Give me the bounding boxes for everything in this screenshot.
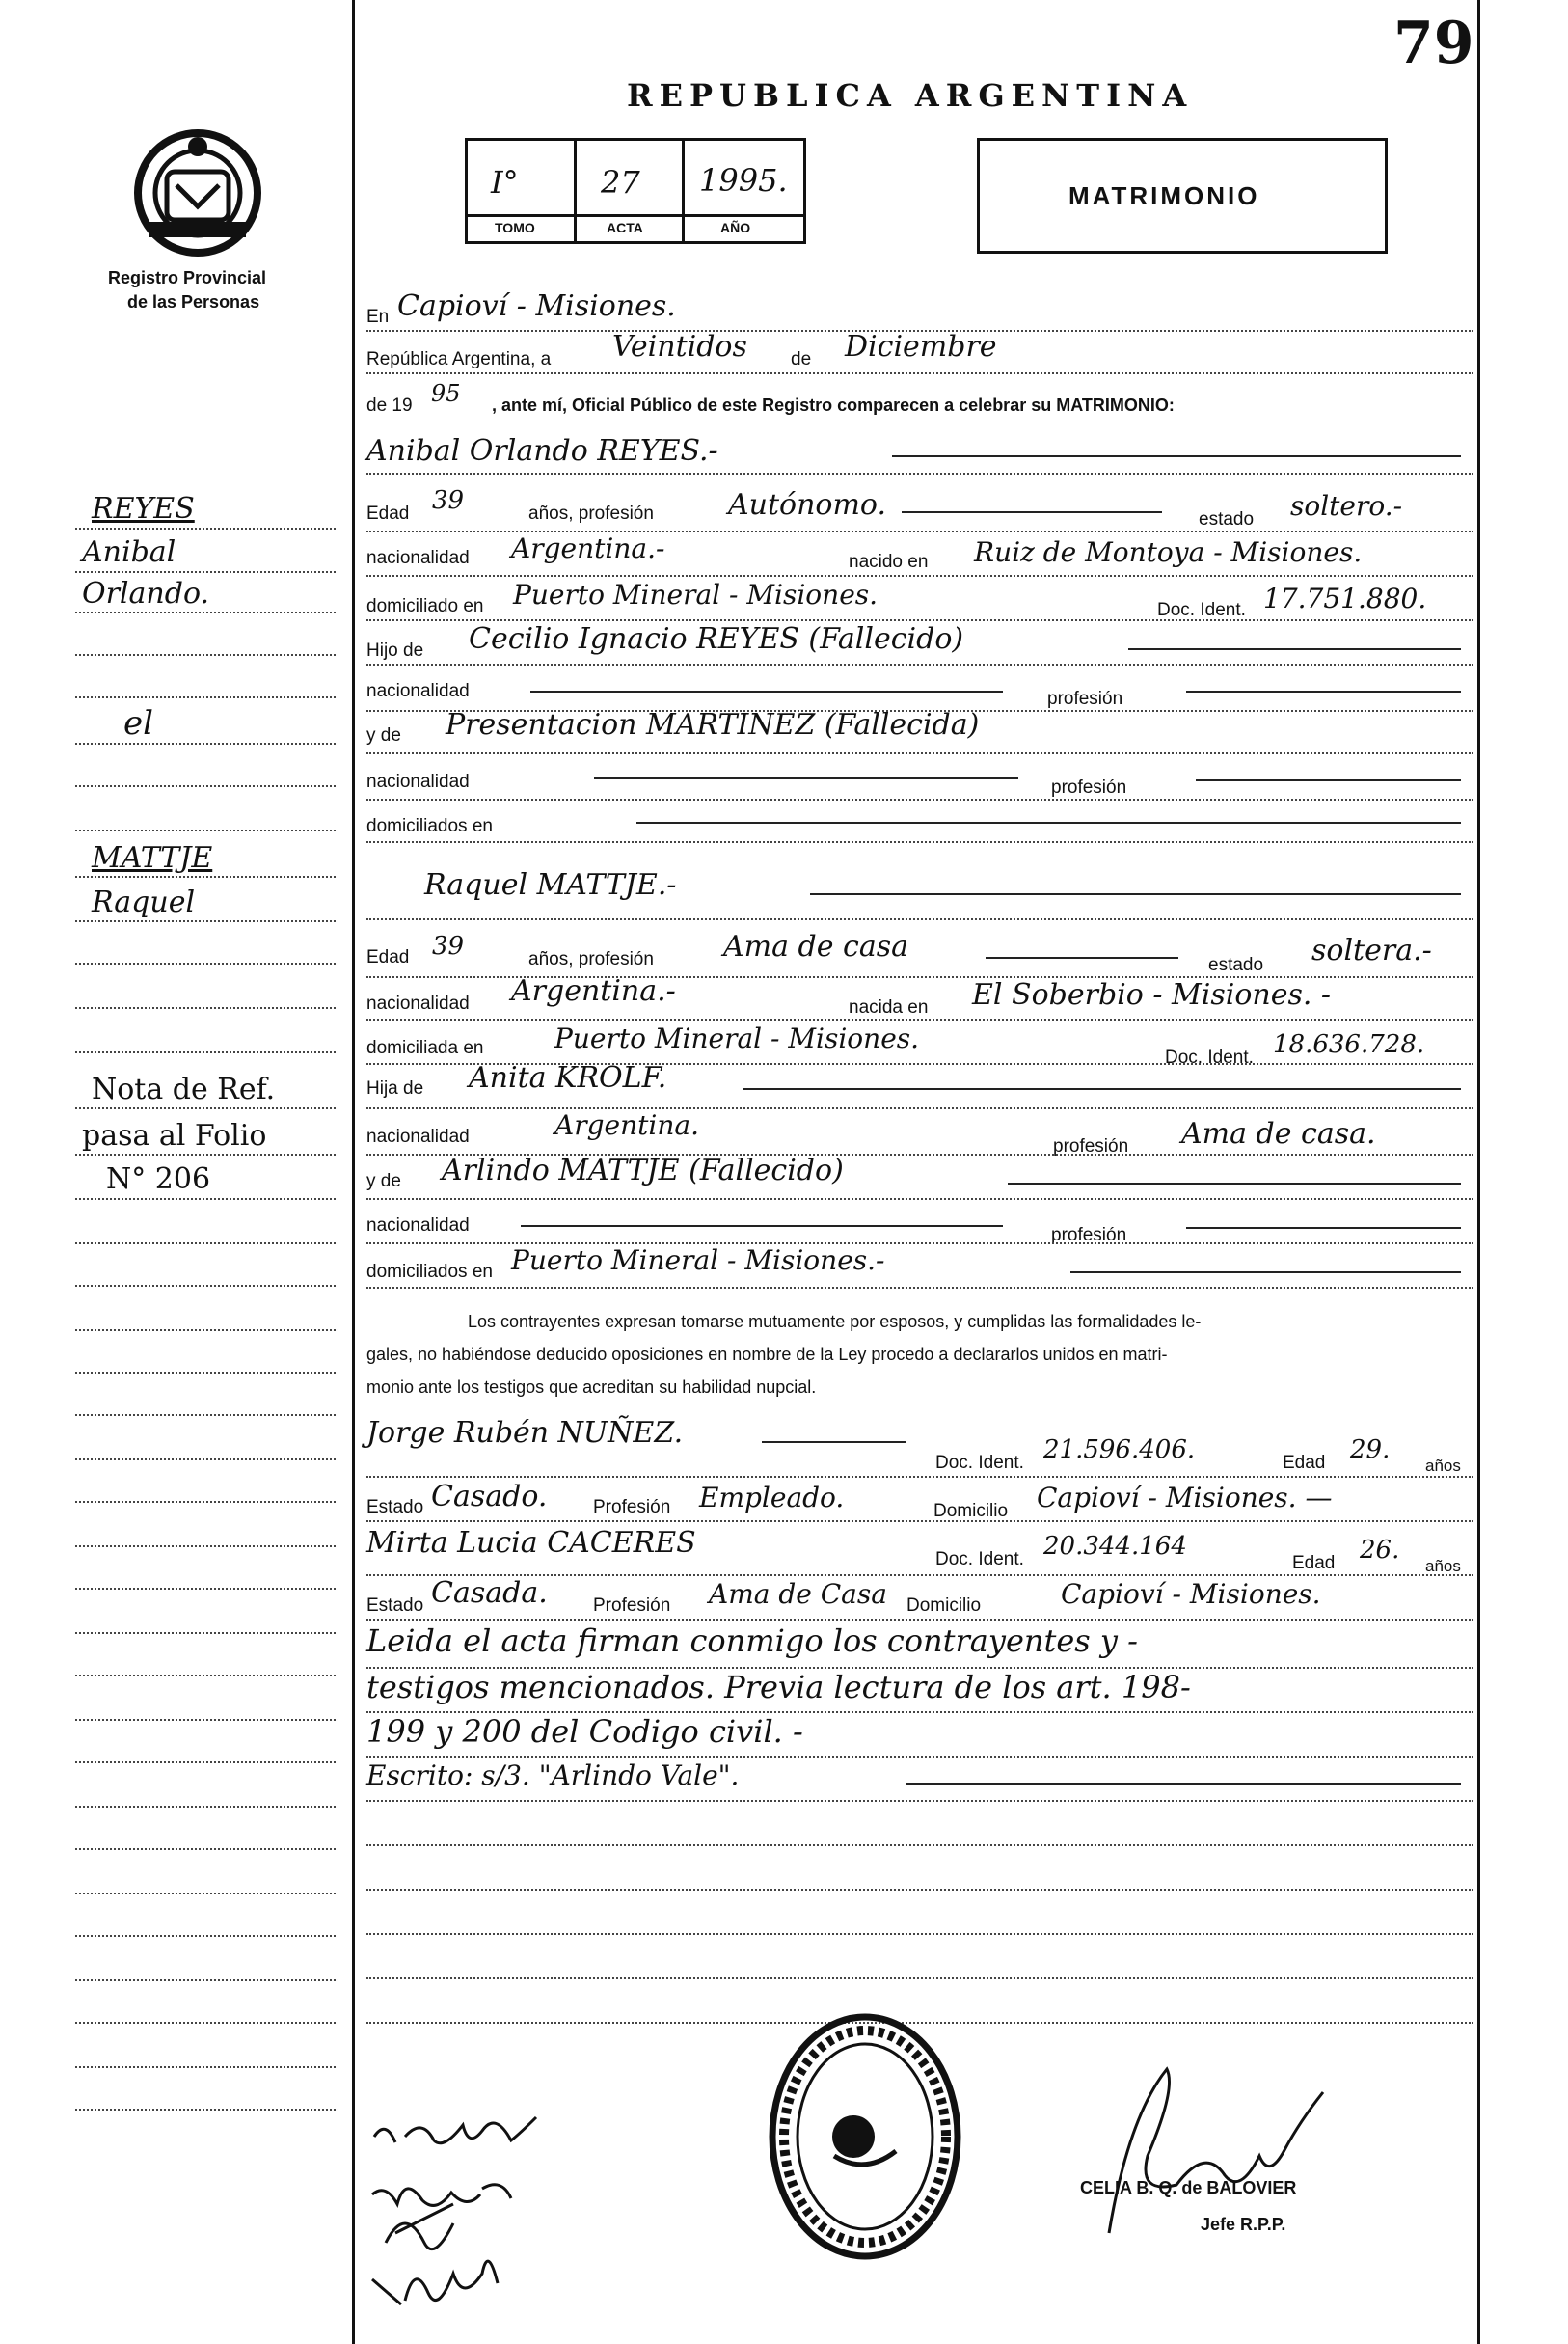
witness2-age: 26. — [1360, 1536, 1400, 1565]
bride-parents-domicile: Puerto Mineral - Misiones.- — [511, 1244, 885, 1276]
bride-nationality: Argentina.- — [511, 974, 676, 1008]
closing-line2: testigos mencionados. Previa lectura de los art. 198- — [366, 1669, 1191, 1705]
groom-nationality: Argentina.- — [511, 532, 665, 564]
bride-yde-label: y de — [366, 1171, 401, 1191]
witness2-domicile: Capioví - Misiones. — [1061, 1578, 1321, 1610]
bride-nacida-label: nacida en — [849, 997, 929, 1018]
bride-mother-profession: Ama de casa. — [1181, 1117, 1376, 1151]
groom-nacido-label: nacido en — [849, 552, 929, 572]
margin-bride-name: Raquel — [92, 886, 196, 919]
registry-crest-icon — [130, 125, 265, 260]
ano-value: 1995. — [699, 162, 788, 199]
groom-age: 39 — [432, 486, 465, 515]
witness2-dom-label: Domicilio — [906, 1595, 982, 1616]
year-value: 95 — [431, 380, 461, 407]
closing-line4: Escrito: s/3. "Arlindo Vale". — [366, 1759, 740, 1791]
tomo-value: I° — [491, 164, 519, 201]
declaration-line1: Los contrayentes expresan tomarse mutuamente por esposos, y cumplidas las formalidades le- — [468, 1312, 1202, 1331]
bride-hija-label: Hija de — [366, 1078, 424, 1099]
right-border — [1477, 0, 1480, 2344]
witness2-estado-label: Estado — [366, 1595, 424, 1616]
witness2-profession: Ama de Casa — [709, 1578, 887, 1610]
place-value: Capioví - Misiones. — [397, 289, 676, 323]
bride-prof2-label: profesión — [1053, 1136, 1129, 1157]
margin-note-line1: Nota de Ref. — [92, 1073, 276, 1106]
act-type: MATRIMONIO — [1068, 181, 1260, 210]
country-title: REPUBLICA ARGENTINA — [627, 77, 1194, 114]
bride-mother: Anita KROLF. — [469, 1061, 667, 1095]
margin-bride-surname: MATTJE — [92, 841, 213, 875]
bride-profession: Ama de casa — [723, 930, 908, 964]
bride-estado-label: estado — [1208, 955, 1264, 975]
witness2-doc: 20.344.164 — [1043, 1532, 1187, 1561]
margin-note-line3: N° 206 — [106, 1162, 211, 1196]
ano-label: AÑO — [720, 220, 751, 235]
bride-age: 39 — [432, 932, 465, 961]
margin-groom-surname: REYES — [92, 492, 195, 526]
bride-estado: soltera.- — [1311, 934, 1432, 968]
groom-doc-label: Doc. Ident. — [1157, 600, 1246, 620]
groom-nac2-label: nacionalidad — [366, 681, 470, 701]
groom-edad-label: Edad — [366, 504, 410, 524]
registry-name: Registro Provincial — [108, 268, 267, 287]
witness2-doc-label: Doc. Ident. — [935, 1549, 1024, 1569]
act-type-box — [977, 138, 1388, 254]
closing-line3: 199 y 200 del Codigo civil. - — [366, 1713, 803, 1750]
witness2-name: Mirta Lucia CACERES — [366, 1526, 696, 1560]
groom-prof3-label: profesión — [1051, 777, 1127, 798]
month-value: Diciembre — [845, 330, 997, 364]
official-seal — [767, 2011, 964, 2262]
witness1-profession: Empleado. — [699, 1482, 845, 1513]
bride-doc: 18.636.728. — [1273, 1030, 1425, 1059]
bride-father: Arlindo MATTJE (Fallecido) — [442, 1154, 844, 1187]
tomo-label: TOMO — [495, 220, 535, 235]
officer-title: Jefe R.P.P. — [1201, 2215, 1286, 2234]
acta-label: ACTA — [607, 220, 643, 235]
witness1-name: Jorge Rubén NUÑEZ. — [366, 1416, 684, 1450]
day-de-label: de — [791, 349, 812, 369]
witness2-prof-label: Profesión — [593, 1595, 671, 1616]
year-label: de 19 — [366, 395, 413, 416]
bride-nac2-label: nacionalidad — [366, 1127, 470, 1147]
declaration-line3: monio ante los testigos que acreditan su habilidad nupcial. — [366, 1377, 817, 1397]
witness1-doc: 21.596.406. — [1043, 1435, 1196, 1464]
groom-domparents-label: domiciliados en — [366, 816, 493, 836]
groom-doc: 17.751.880. — [1263, 583, 1427, 614]
witness1-prof-label: Profesión — [593, 1497, 671, 1517]
margin-note-line2: pasa al Folio — [82, 1119, 267, 1153]
closing-line1: Leida el acta firman conmigo los contrayentes y - — [366, 1622, 1138, 1659]
witness1-edad-label: Edad — [1283, 1453, 1326, 1473]
witness2-estado: Casada. — [431, 1576, 548, 1610]
tomo-acta-ano-box — [465, 138, 806, 244]
bride-birthplace: El Soberbio - Misiones. - — [972, 978, 1332, 1012]
republica-label: República Argentina, a — [366, 349, 552, 369]
bride-prof3-label: profesión — [1051, 1225, 1127, 1245]
groom-hijo-label: Hijo de — [366, 641, 424, 661]
witness1-dom-label: Domicilio — [933, 1501, 1009, 1521]
groom-mother: Presentacion MARTINEZ (Fallecida) — [446, 708, 980, 742]
registry-name-line2: de las Personas — [127, 292, 260, 312]
page-number: 79 — [1393, 10, 1474, 77]
declaration-line2: gales, no habiéndose deducido oposiciones en nombre de la Ley procedo a declararlos unidos en matri- — [366, 1345, 1168, 1364]
margin-conjunction: el — [123, 704, 153, 743]
left-column-divider — [352, 0, 355, 2344]
bride-domicile: Puerto Mineral - Misiones. — [554, 1022, 920, 1054]
groom-full-name: Anibal Orlando REYES.- — [366, 434, 718, 468]
margin-groom-name1: Anibal — [82, 535, 176, 569]
bride-nac3-label: nacionalidad — [366, 1215, 470, 1236]
groom-prof2-label: profesión — [1047, 689, 1123, 709]
bride-dom-label: domiciliada en — [366, 1038, 484, 1058]
officer-name: CELIA B. Q. de BALOVIER — [1080, 2178, 1297, 2197]
ante-text: , ante mí, Oficial Público de este Registro comparecen a celebrar su MATRIMONIO: — [492, 395, 1175, 415]
bride-anos-label: años, profesión — [528, 949, 654, 969]
bride-domparents-label: domiciliados en — [366, 1262, 493, 1282]
witness1-estado-label: Estado — [366, 1497, 424, 1517]
groom-father: Cecilio Ignacio REYES (Fallecido) — [469, 622, 964, 656]
bride-nac-label: nacionalidad — [366, 994, 470, 1014]
witness1-domicile: Capioví - Misiones. — — [1037, 1482, 1333, 1513]
margin-groom-name2: Orlando. — [82, 577, 210, 611]
groom-estado: soltero.- — [1290, 490, 1403, 522]
witness1-age: 29. — [1350, 1435, 1391, 1464]
groom-estado-label: estado — [1199, 509, 1255, 530]
groom-profession: Autónomo. — [728, 488, 887, 522]
witness1-estado: Casado. — [431, 1480, 548, 1513]
groom-yde-label: y de — [366, 725, 401, 746]
groom-anos-label: años, profesión — [528, 504, 654, 524]
en-label: En — [366, 307, 390, 327]
groom-birthplace: Ruiz de Montoya - Misiones. — [974, 536, 1363, 568]
witness2-edad-label: Edad — [1292, 1553, 1336, 1573]
witness1-anos-label: años — [1425, 1457, 1461, 1475]
bride-mother-nationality: Argentina. — [554, 1109, 699, 1141]
contrayentes-signatures — [366, 2108, 685, 2320]
groom-nac3-label: nacionalidad — [366, 772, 470, 792]
witness1-doc-label: Doc. Ident. — [935, 1453, 1024, 1473]
groom-nac-label: nacionalidad — [366, 548, 470, 568]
day-value: Veintidos — [612, 330, 747, 364]
groom-domicile: Puerto Mineral - Misiones. — [513, 579, 879, 611]
acta-value: 27 — [601, 164, 640, 201]
bride-full-name: Raquel MATTJE.- — [424, 868, 677, 902]
bride-edad-label: Edad — [366, 947, 410, 968]
bride-doc-label: Doc. Ident. — [1165, 1048, 1254, 1068]
groom-dom-label: domiciliado en — [366, 596, 484, 616]
witness2-anos-label: años — [1425, 1557, 1461, 1575]
